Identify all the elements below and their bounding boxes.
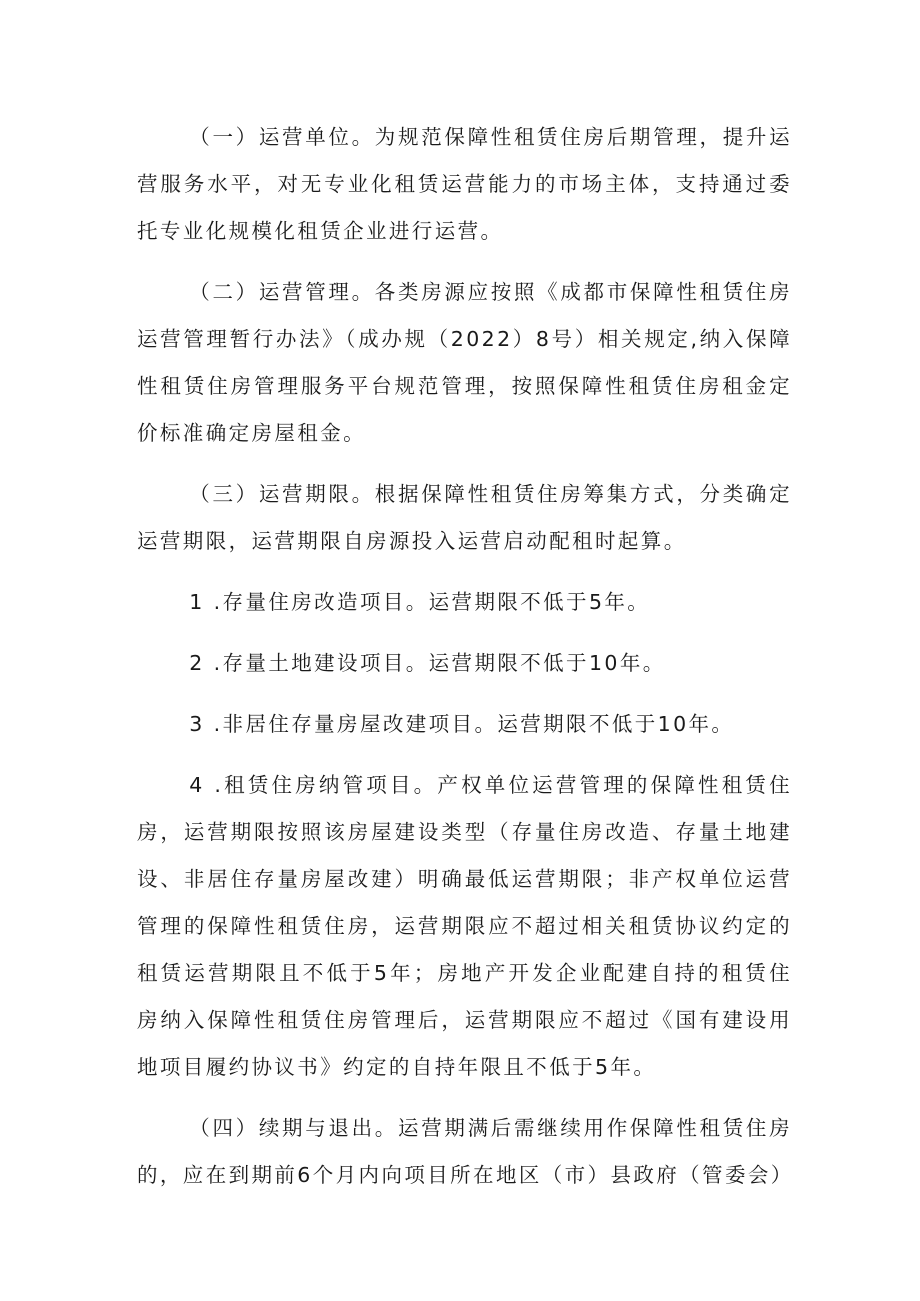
list-item-existing-land: 2 .存量土地建设项目。运营期限不低于10年。 (189, 651, 666, 675)
document-body (137, 114, 792, 1213)
list-item-non-residential: 3 .非居住存量房屋改建项目。运营期限不低于10年。 (189, 712, 735, 736)
list-item-existing-housing: 1 .存量住房改造项目。运营期限不低于5年。 (189, 590, 651, 614)
list-item-managed-rental: 4 .租赁住房纳管项目。产权单位运营管理的保障性租赁住房，运营期限按照该房屋建设类型（存量住房改造、存量土地建设、非居住存量房屋改建）明确最低运营期限；非产权单位运营管理的保障性租赁住房，运营期限应不超过相关租赁协议约定的租赁运营期限且不低于5年；房地产开发企业配建自持的租赁住房纳入保障性租赁住房管理后，运营期限应不超过《国有建设用地项目履约协议书》约定的自持年限且不低于5年。 (137, 773, 792, 1079)
paragraph-operating-unit: （一）运营单位。为规范保障性租赁住房后期管理，提升运营服务水平，对无专业化租赁运营能力的市场主体，支持通过委托专业化规模化租赁企业进行运营。 (137, 125, 792, 243)
paragraph-operation-period: （三）运营期限。根据保障性租赁住房筹集方式，分类确定运营期限，运营期限自房源投入运营启动配租时起算。 (137, 482, 792, 553)
paragraph-operation-management: （二）运营管理。各类房源应按照《成都市保障性租赁住房运营管理暂行办法》（成办规（2022）8号）相关规定,纳入保障性租赁住房管理服务平台规范管理，按照保障性租赁住房租金定价标准确定房屋租金。 (137, 280, 792, 445)
paragraph-renewal-exit: （四）续期与退出。运营期满后需继续用作保障性租赁住房的，应在到期前6个月内向项目所在地区（市）县政府（管委会） (137, 1116, 794, 1187)
